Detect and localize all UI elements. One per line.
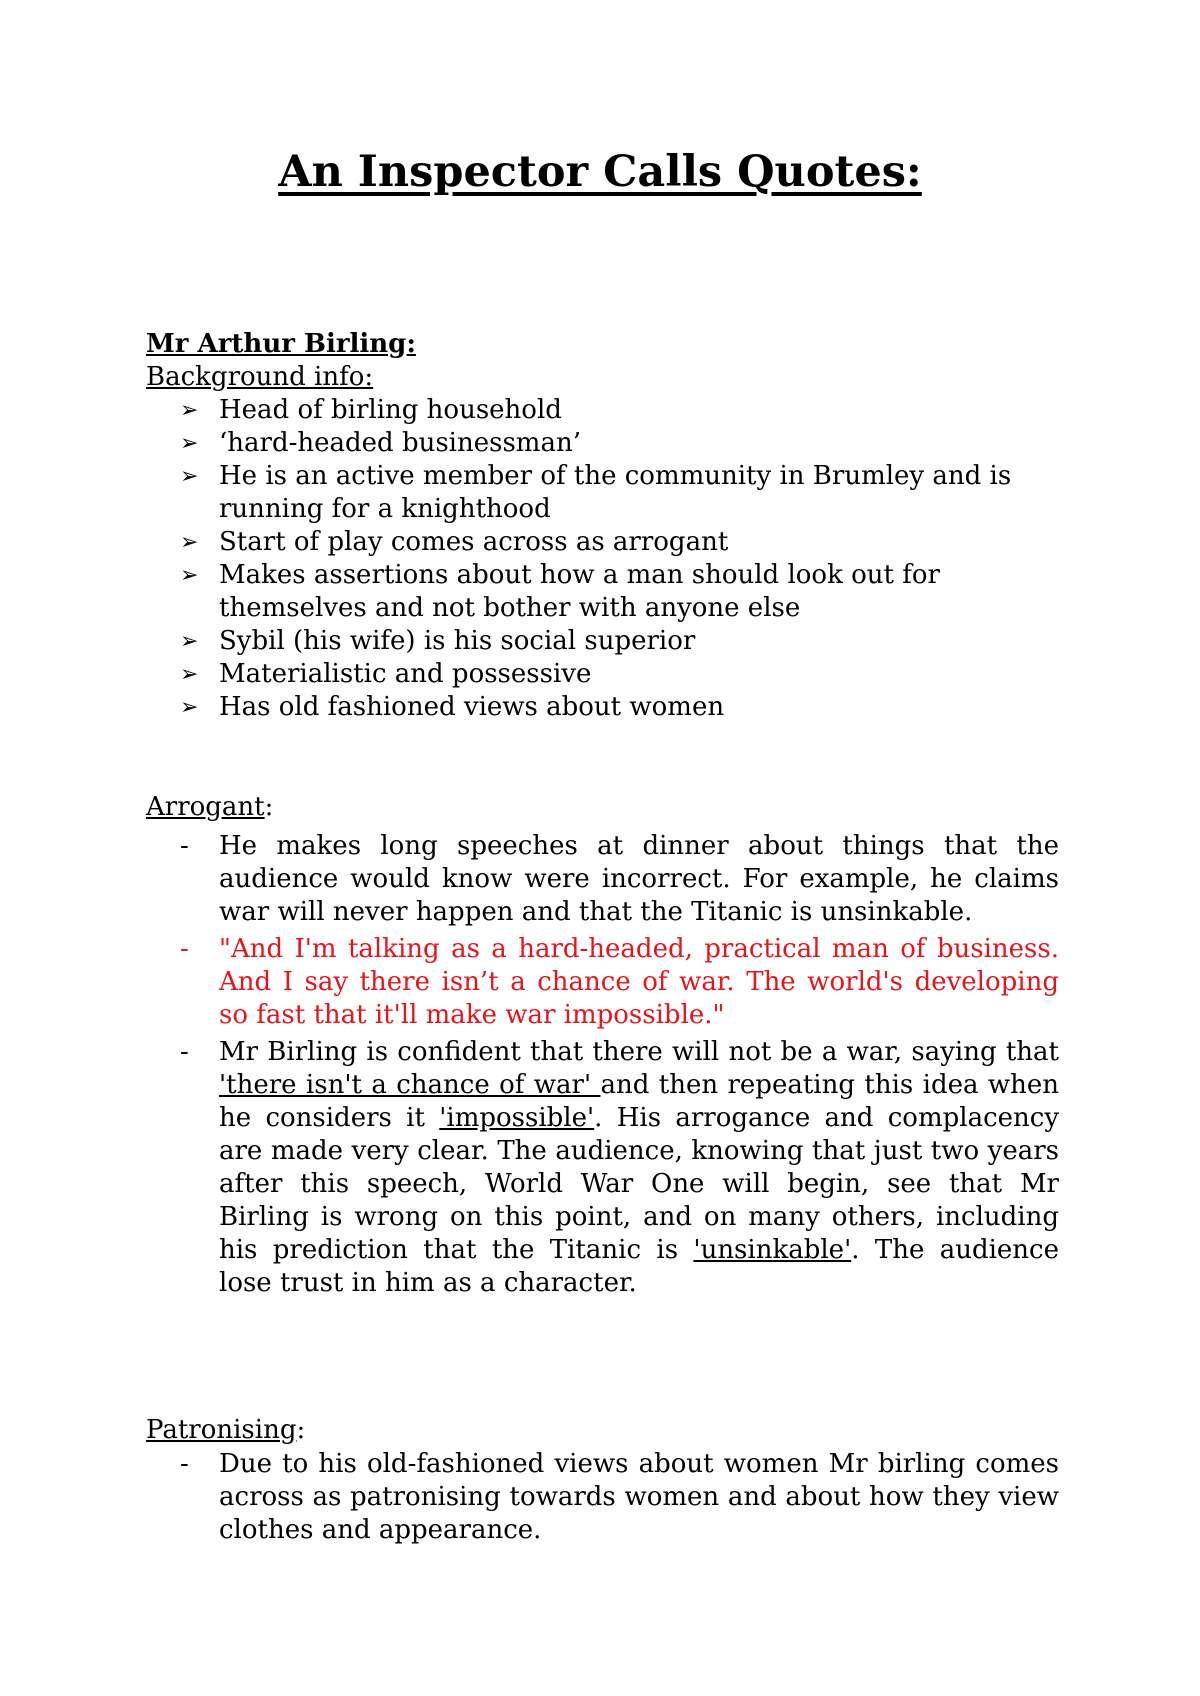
arrogant-heading xyxy=(146,791,273,824)
arrow-bullet-icon: ➢ xyxy=(180,695,199,720)
analysis-text-4: . The audience lose trust in him as a character. xyxy=(219,1235,1059,1298)
analysis-text-1: Mr Birling is confident that there will not be a war, saying that xyxy=(219,1037,1059,1067)
arrow-bullet-icon: ➢ xyxy=(180,398,199,423)
analysis-item xyxy=(0,1036,1059,1300)
patronising-list xyxy=(0,1448,1059,1551)
list-item xyxy=(0,427,1059,460)
dash-bullet-icon: - xyxy=(180,934,189,964)
list-item-text: Head of birling household xyxy=(219,395,562,425)
list-item xyxy=(0,830,1059,929)
document-title: An Inspector Calls Quotes: xyxy=(278,147,922,197)
quoted-phrase-unsinkable: 'unsinkable' xyxy=(693,1235,852,1265)
list-item-text: Sybil (his wife) is his social superior xyxy=(219,626,696,656)
section-heading-mr-arthur-birling: Mr Arthur Birling: xyxy=(146,329,416,359)
list-item xyxy=(0,460,1059,526)
list-item xyxy=(0,625,1059,658)
analysis-text-2: and then repeating this idea when he considers it xyxy=(219,1070,1059,1133)
quoted-phrase-impossible: 'impossible' xyxy=(439,1103,595,1133)
background-info-heading xyxy=(146,361,373,394)
list-item-text: Due to his old-fashioned views about women Mr birling comes across as patronising towards women and about how they view clothes and appearance. xyxy=(219,1449,1059,1545)
list-item-text: Has old fashioned views about women xyxy=(219,692,725,722)
quote-item xyxy=(0,933,1059,1032)
patronising-heading xyxy=(146,1414,305,1447)
list-item xyxy=(0,526,1059,559)
arrow-bullet-icon: ➢ xyxy=(180,629,199,654)
background-info-list xyxy=(0,394,1059,724)
list-item xyxy=(0,1448,1059,1547)
analysis-text-3: . His arrogance and complacency are made very clear. The audience, knowing that just two years after this speech, World War One will begin, see that Mr Birling is wrong on this point, and on many others, including his prediction that the Titanic is xyxy=(219,1103,1060,1265)
patronising-heading-colon: : xyxy=(296,1415,306,1445)
arrow-bullet-icon: ➢ xyxy=(180,464,199,489)
list-item xyxy=(0,394,1059,427)
arrogant-heading-text: Arrogant xyxy=(146,792,265,822)
arrow-bullet-icon: ➢ xyxy=(180,563,199,588)
list-item xyxy=(0,559,1059,625)
quoted-phrase-chance-of-war: 'there isn't a chance of war' xyxy=(219,1070,601,1100)
list-item-text: He makes long speeches at dinner about things that the audience would know were incorrect. For example, he claims war will never happen and that the Titanic is unsinkable. xyxy=(219,831,1059,927)
list-item-text: ‘hard-headed businessman’ xyxy=(219,428,581,458)
background-info-heading-text: Background info: xyxy=(146,362,374,392)
list-item xyxy=(0,691,1059,724)
birling-quote-text: "And I'm talking as a hard-headed, practical man of business. And I say there isn’t a chance of war. The world's developing so fast that it'll make war impossible." xyxy=(219,934,1059,1030)
patronising-heading-text: Patronising xyxy=(146,1415,297,1445)
list-item-text: Start of play comes across as arrogant xyxy=(219,527,729,557)
list-item-text: Makes assertions about how a man should look out for themselves and not bother with anyone else xyxy=(219,560,940,623)
list-item-text: Materialistic and possessive xyxy=(219,659,592,689)
dash-bullet-icon: - xyxy=(180,1449,189,1479)
arrow-bullet-icon: ➢ xyxy=(180,530,199,555)
arrow-bullet-icon: ➢ xyxy=(180,662,199,687)
list-item xyxy=(0,658,1059,691)
dash-bullet-icon: - xyxy=(180,1037,189,1067)
arrow-bullet-icon: ➢ xyxy=(180,431,199,456)
list-item-text: He is an active member of the community in Brumley and is running for a knighthood xyxy=(219,461,1012,524)
dash-bullet-icon: - xyxy=(180,831,189,861)
arrogant-heading-colon: : xyxy=(264,792,274,822)
arrogant-list xyxy=(0,830,1059,1304)
